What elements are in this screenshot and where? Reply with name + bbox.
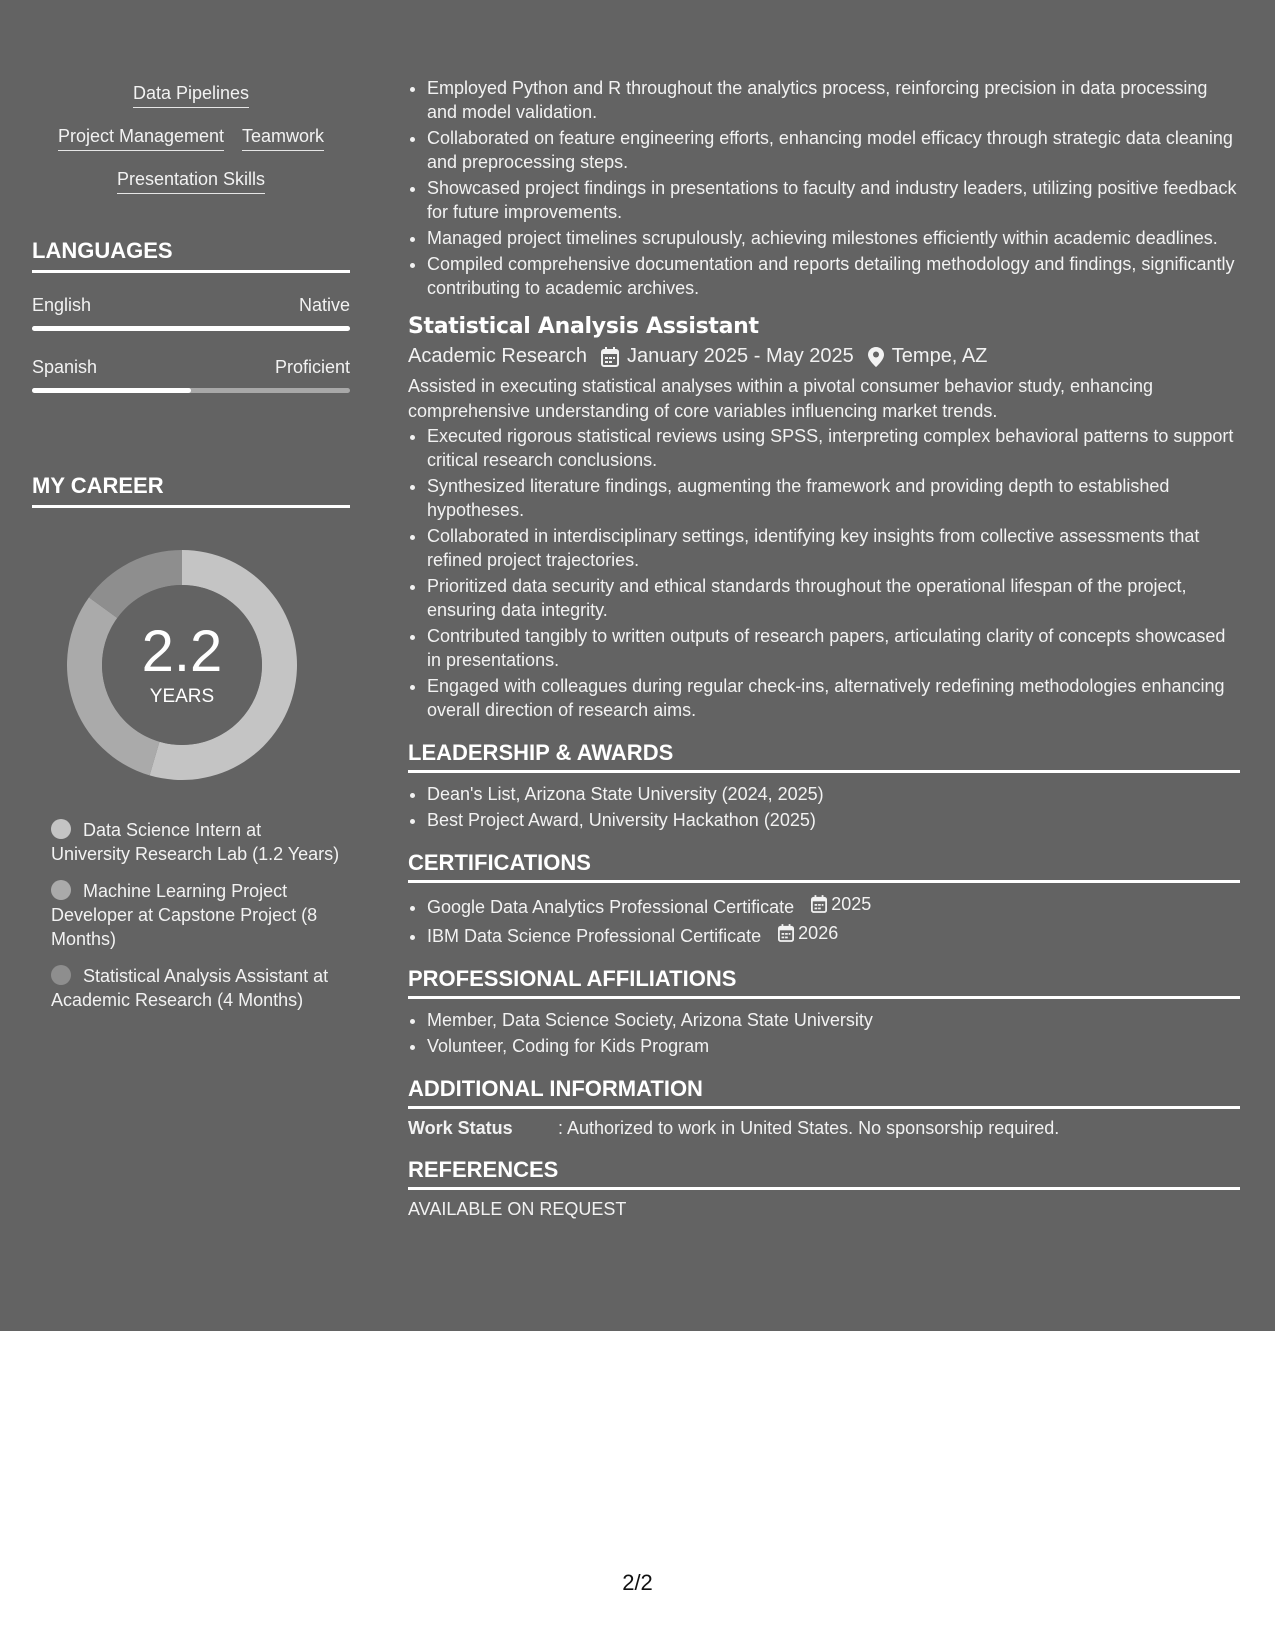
legend-label: Machine Learning Project Developer at Capstone Project (8 Months) (51, 881, 318, 949)
certifications-heading: CERTIFICATIONS (408, 850, 1240, 883)
legend-label: Statistical Analysis Assistant at Academic Research (4 Months) (51, 966, 329, 1010)
bullet-item: • Best Project Award, University Hackathon (2025) (427, 808, 1240, 832)
certification-year: 2026 (798, 923, 839, 943)
bullet-item: • Contributed tangibly to written outputs of research papers, articulating clarity of concepts showcased in presentations. (427, 624, 1240, 672)
affiliations-list (408, 1008, 1240, 1058)
legend-item (51, 964, 341, 1012)
bullet-item: • Prioritized data security and ethical standards throughout the operational lifespan of the project, ensuring data integrity. (427, 574, 1240, 622)
job-company: Academic Research (408, 345, 587, 367)
language-name: Spanish (32, 357, 98, 377)
skill-tag: Teamwork (242, 125, 324, 151)
certification-name: IBM Data Science Professional Certificate (427, 926, 762, 946)
additional-heading: ADDITIONAL INFORMATION (408, 1076, 1240, 1109)
location-pin-icon (868, 347, 884, 367)
legend-dot (51, 819, 71, 839)
bullet-item: • Showcased project findings in presentations to faculty and industry leaders, utilizing positive feedback for future improvements. (427, 176, 1240, 224)
calendar-icon (778, 924, 794, 942)
skill-tag: Project Management (58, 125, 224, 151)
skills-row (32, 82, 350, 108)
prev-job-bullets (408, 76, 1240, 300)
certifications-list (408, 892, 1240, 948)
job-dates: January 2025 - May 2025 (626, 345, 854, 367)
right-column (408, 76, 1240, 1220)
certification-date (811, 892, 871, 916)
career-unit: YEARS (149, 686, 215, 707)
skills-row (32, 125, 350, 151)
bullet-item: • Synthesized literature findings, augmenting the framework and providing depth to established hypotheses. (427, 474, 1240, 522)
calendar-icon (601, 347, 619, 367)
career-total: 2.2 (141, 619, 223, 684)
legend-dot (51, 880, 71, 900)
language-bar (32, 326, 350, 331)
skills-row (32, 168, 350, 194)
career-donut (67, 550, 297, 780)
legend-item (51, 879, 341, 951)
certification-item (427, 921, 1240, 948)
bullet-item: • Managed project timelines scrupulously, achieving milestones efficiently within academic deadlines. (427, 226, 1240, 250)
bullet-item: • Compiled comprehensive documentation and reports detailing methodology and findings, significantly contributing to academic archives. (427, 252, 1240, 300)
references-heading: REFERENCES (408, 1157, 1240, 1190)
page-number: 2/2 (622, 1570, 653, 1595)
career-heading: MY CAREER (32, 473, 350, 508)
calendar-icon (811, 895, 827, 913)
language-bar-fill (32, 326, 350, 331)
job-bullets (408, 424, 1240, 722)
leadership-heading: LEADERSHIP & AWARDS (408, 740, 1240, 773)
job-location: Tempe, AZ (891, 345, 988, 367)
legend-item (51, 818, 341, 866)
certification-name: Google Data Analytics Professional Certificate (427, 897, 795, 917)
bullet-item: • Collaborated in interdisciplinary settings, identifying key insights from collective assessments that refined project trajectories. (427, 524, 1240, 572)
language-bar (32, 388, 350, 393)
language-name: English (32, 295, 92, 315)
left-column (32, 82, 350, 1025)
job-meta (408, 345, 1240, 368)
certification-item (427, 892, 1240, 919)
skill-tag: Data Pipelines (133, 82, 249, 108)
work-status-value: : Authorized to work in United States. No sponsorship required. (558, 1118, 1060, 1138)
language-bar-fill (32, 388, 191, 393)
bullet-item: • Executed rigorous statistical reviews using SPSS, interpreting complex behavioral patterns to support critical research conclusions. (427, 424, 1240, 472)
bullet-item: • Employed Python and R throughout the analytics process, reinforcing precision in data processing and model validation. (427, 76, 1240, 124)
language-item (32, 357, 350, 393)
affiliations-heading: PROFESSIONAL AFFILIATIONS (408, 966, 1240, 999)
job-title: Statistical Analysis Assistant (408, 314, 759, 339)
bullet-item: • Volunteer, Coding for Kids Program (427, 1034, 1240, 1058)
bullet-item: • Engaged with colleagues during regular check-ins, alternatively redefining methodologies enhancing overall direction of research aims. (427, 674, 1240, 722)
bullet-item: • Dean's List, Arizona State University (2024, 2025) (427, 782, 1240, 806)
job-description: Assisted in executing statistical analyses within a pivotal consumer behavior study, enhancing comprehensive understanding of core variables influencing market trends. (408, 376, 1154, 421)
legend-dot (51, 965, 71, 985)
language-item (32, 295, 350, 331)
certification-date (778, 921, 838, 945)
references-text: AVAILABLE ON REQUEST (408, 1199, 627, 1219)
work-status-label: Work Status (408, 1118, 513, 1138)
skill-tag: Presentation Skills (117, 168, 265, 194)
work-status-row (408, 1118, 1240, 1139)
language-level: Native (298, 295, 350, 315)
leadership-list (408, 782, 1240, 832)
career-legend (32, 818, 341, 1012)
language-level: Proficient (274, 357, 350, 377)
bullet-item: • Member, Data Science Society, Arizona State University (427, 1008, 1240, 1032)
certification-year: 2025 (831, 894, 872, 914)
bullet-item: • Collaborated on feature engineering efforts, enhancing model efficacy through strategic data cleaning and preprocessing steps. (427, 126, 1240, 174)
languages-heading: LANGUAGES (32, 238, 350, 273)
legend-label: Data Science Intern at University Research Lab (1.2 Years) (51, 820, 340, 864)
